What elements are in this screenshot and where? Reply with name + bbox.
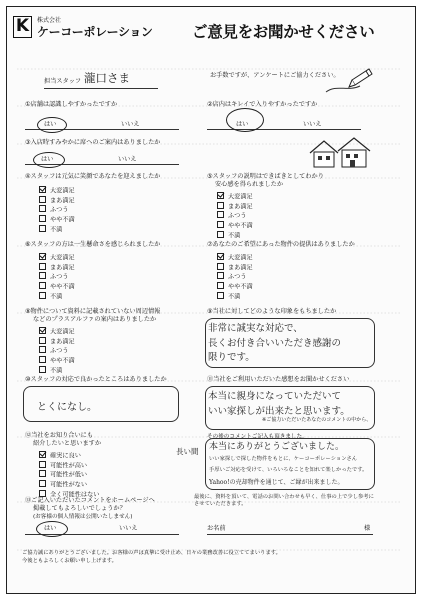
checkbox[interactable] xyxy=(39,196,46,203)
q11-answer xyxy=(208,389,350,419)
q7-text: ⑦あなたのご希望にあった物件の提供はありましたか xyxy=(207,241,355,248)
q9-answer-line: 長くお付き合いいただき感謝の xyxy=(208,337,342,349)
checkbox[interactable] xyxy=(39,480,46,487)
q4-option[interactable]: まあ満足 xyxy=(39,196,75,206)
q5-option[interactable]: やや不満 xyxy=(217,221,253,231)
q6-option[interactable]: やや不満 xyxy=(39,282,75,292)
q12-option[interactable]: 全く可能性はない xyxy=(39,490,100,500)
checkbox[interactable] xyxy=(217,263,224,270)
q9-answer-line: 限りです。 xyxy=(208,352,255,363)
q3-no[interactable]: いいえ xyxy=(118,156,137,163)
q12-text: ⑫当社をお知り合いにも 紹介したいと思いますか xyxy=(25,432,102,447)
q12-option[interactable]: 可能性が低い xyxy=(39,470,100,480)
q12-option[interactable]: 可能性がない xyxy=(39,480,100,490)
checkbox[interactable] xyxy=(217,282,224,289)
q4-option[interactable]: やや不満 xyxy=(39,215,75,225)
q6-option[interactable]: 大変満足 xyxy=(39,253,75,263)
q13-text: ⑬ご記入いただいたコメントをホームページへ 掲載してもよろしいでしょうか？ (お客様の個人情報は公開いたしません) xyxy=(25,497,155,520)
checkbox[interactable] xyxy=(39,205,46,212)
q2-text: ②店内はキレイで入りやすかったですか xyxy=(207,101,318,108)
q8-option[interactable]: まあ満足 xyxy=(39,337,75,347)
q6-text: ⑥スタッフの方は一生懸命さを感じられましたか xyxy=(25,241,161,248)
q10-answer: とくになし。 xyxy=(37,402,97,413)
checkbox[interactable] xyxy=(39,470,46,477)
q11-answer-line: いい家探しが出来たと思います。 xyxy=(208,406,350,417)
checkbox[interactable] xyxy=(217,221,224,228)
checkbox-checked[interactable] xyxy=(217,192,224,199)
checkbox[interactable] xyxy=(39,263,46,270)
q8-option[interactable]: 不満 xyxy=(39,366,75,376)
q11-note: ※ご協力いただいたあなたのコメントの中から、 xyxy=(262,417,372,423)
checkbox[interactable] xyxy=(39,461,46,468)
checkbox[interactable] xyxy=(217,292,224,299)
name-underline xyxy=(207,534,373,535)
q12-answer-line: Yahoo!の売却物件を通じて、ご縁が出来ました。 xyxy=(209,478,344,486)
q9-answer-line: 非常に誠実な対応で、 xyxy=(208,323,303,334)
checkbox[interactable] xyxy=(217,231,224,238)
footer-text: ご協力誠にありがとうございました。お客様の声は真摯に受け止め、日々の業務改善に役立ててまいります。 今後ともよろしくお願い申し上げます。 xyxy=(22,550,281,564)
checkbox[interactable] xyxy=(39,490,46,497)
name-label: お名前 xyxy=(207,525,226,532)
q5-option[interactable]: 大変満足 xyxy=(217,192,253,202)
q4-option[interactable]: 大変満足 xyxy=(39,186,75,196)
closing-comment: 最後に、資料を頂いて、電話のお問い合わせも早く、仕事の上で少し参考にさせていただきます。 xyxy=(194,494,374,507)
q4-options xyxy=(39,186,75,235)
q3-yes[interactable]: はい xyxy=(41,156,54,163)
page-title: ご意見をお聞かせください xyxy=(192,23,375,41)
checkbox-checked[interactable] xyxy=(39,186,46,193)
q12-answer xyxy=(209,442,367,488)
q12-answer-line: 本当にありがとうございました。 xyxy=(209,442,345,452)
checkbox[interactable] xyxy=(217,202,224,209)
checkbox[interactable] xyxy=(39,215,46,222)
q6-option[interactable]: 不満 xyxy=(39,292,75,302)
company-name: ケーコーポレーション xyxy=(37,25,153,39)
checkbox-checked[interactable] xyxy=(217,253,224,260)
q12-answer-line: いい家探しで探した物件をもとに、ケーコーポレーションさん xyxy=(209,455,358,462)
checkbox[interactable] xyxy=(39,366,46,373)
q4-option[interactable]: 不満 xyxy=(39,225,75,235)
q7-options xyxy=(217,253,253,302)
q8-text: ⑧物件について資料に記載されていない周辺情報 などのプラスアルファの案内はありましたか xyxy=(25,308,161,323)
q5-option[interactable]: まあ満足 xyxy=(217,202,253,212)
q4-option[interactable]: ふつう xyxy=(39,205,75,215)
staff-label: 担当スタッフ xyxy=(44,78,82,85)
q5-text: ⑤スタッフの説明はできばきとしてわかり 安心感を得られましたか xyxy=(207,173,324,188)
q11-note-2: その後のコメントご記入も頂きました。 xyxy=(207,434,308,440)
q9-text: ⑨当社に対してどのような印象をもちましたか xyxy=(207,308,337,315)
checkbox[interactable] xyxy=(39,356,46,363)
q12-option[interactable]: 確実に良い xyxy=(39,451,100,461)
q9-answer xyxy=(208,322,341,366)
q1-no[interactable]: いいえ xyxy=(121,121,140,128)
q8-options xyxy=(39,327,75,376)
company-prefix: 株式会社 xyxy=(37,17,62,24)
checkbox[interactable] xyxy=(39,292,46,299)
q1-yes[interactable]: はい xyxy=(44,121,57,128)
q6-options xyxy=(39,253,75,302)
q5-options xyxy=(217,192,253,241)
q6-option[interactable]: まあ満足 xyxy=(39,263,75,273)
intro-text: お手数ですが、アンケートにご協力ください。 xyxy=(210,72,340,79)
q3-text: ③入店時すみやかに席へのご案内はありましたか xyxy=(25,139,161,146)
checkbox[interactable] xyxy=(217,211,224,218)
company-logo: K xyxy=(13,16,32,38)
q5-option[interactable]: ふつう xyxy=(217,211,253,221)
checkbox-checked[interactable] xyxy=(39,253,46,260)
q13-no[interactable]: いいえ xyxy=(119,525,138,532)
house-illustration-icon xyxy=(308,135,376,169)
q7-option[interactable]: 不満 xyxy=(217,292,253,302)
q5-option[interactable]: 不満 xyxy=(217,231,253,241)
checkbox[interactable] xyxy=(39,337,46,344)
q12-option[interactable]: 可能性が高い xyxy=(39,461,100,471)
q7-option[interactable]: まあ満足 xyxy=(217,263,253,273)
q11-answer-line: 本当に親身になっていただいて xyxy=(208,391,342,402)
staff-name-value: 瀧口さま xyxy=(84,71,130,85)
q13-yes[interactable]: はい xyxy=(44,525,57,532)
q4-text: ④スタッフは元気に笑顔であなたを迎えましたか xyxy=(25,173,161,180)
q8-option[interactable]: 大変満足 xyxy=(39,327,75,337)
q2-yes[interactable]: はい xyxy=(236,121,249,128)
q12-answer-line: 手厚いご対応を受けて、いろいろなことを知れて楽しかったです。 xyxy=(209,467,368,473)
q10-text: ⑩スタッフの対応で良かったところはありましたか xyxy=(25,376,167,383)
q7-option[interactable]: 大変満足 xyxy=(217,253,253,263)
name-suffix: 様 xyxy=(364,525,371,532)
q2-underline xyxy=(207,129,361,130)
q7-option[interactable]: やや不満 xyxy=(217,282,253,292)
q2-no[interactable]: いいえ xyxy=(303,121,322,128)
q1-text: ①店舗は認識しやすかったですか xyxy=(25,101,118,108)
q12-margin-note: 長い間 xyxy=(176,447,199,456)
checkbox-checked[interactable] xyxy=(39,451,46,458)
checkbox[interactable] xyxy=(39,272,46,279)
q8-option[interactable]: やや不満 xyxy=(39,356,75,366)
q7-option[interactable]: ふつう xyxy=(217,272,253,282)
q8-option[interactable]: ふつう xyxy=(39,346,75,356)
checkbox[interactable] xyxy=(217,272,224,279)
checkbox[interactable] xyxy=(39,346,46,353)
staff-underline xyxy=(44,88,158,89)
q11-text: ⑪当社をご利用いただいた感想をお聞かせください xyxy=(207,376,350,383)
q6-option[interactable]: ふつう xyxy=(39,272,75,282)
q12-options xyxy=(39,451,100,500)
checkbox-checked[interactable] xyxy=(39,327,46,334)
checkbox[interactable] xyxy=(39,225,46,232)
checkbox[interactable] xyxy=(39,282,46,289)
pen-illustration-icon xyxy=(322,62,374,100)
